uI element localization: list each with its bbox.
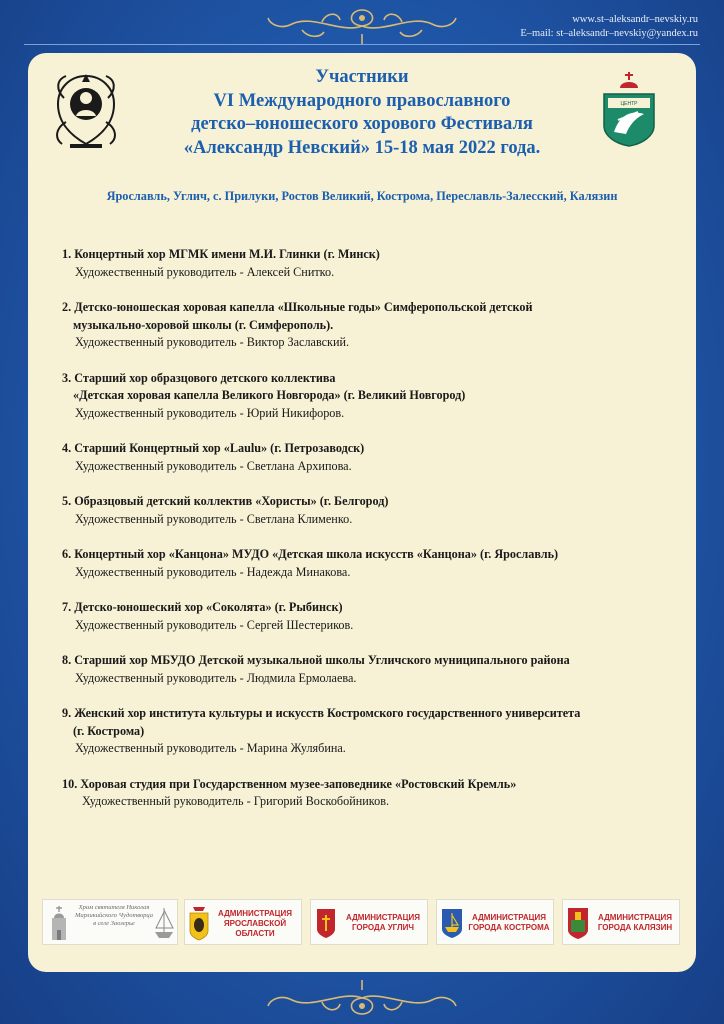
participant-name-continued: «Детская хоровая капелла Великого Новгорода» (г. Великий Новгород) — [73, 388, 466, 402]
participant-name-continued: музыкально-хоровой школы (г. Симферополь). — [73, 317, 334, 332]
title-line: «Александр Невский» 15-18 мая 2022 года. — [183, 137, 541, 158]
contacts — [520, 13, 698, 41]
participant-leader: Художественный руководитель - Марина Жулябина. — [75, 741, 346, 755]
participant-leader: Художественный руководитель - Алексей Снитко. — [75, 264, 335, 279]
bottom-ornament — [262, 976, 462, 1020]
participant-name: 7. Детско-юношеский хор «Соколята» (г. Рыбинск) — [62, 600, 343, 614]
participant-item — [62, 370, 686, 423]
participant-leader: Художественный руководитель - Юрий Никифоров. — [75, 405, 345, 420]
sponsor-church-label: Храм святителя Николая Мирликийского Чудотворца в селе Заозерье — [74, 904, 154, 927]
participant-leader: Художественный руководитель - Светлана Клименко. — [75, 511, 353, 526]
sponsor-line: АДМИНИСТРАЦИЯ — [346, 913, 420, 922]
sponsor-kostroma — [436, 899, 554, 945]
participant-item — [62, 599, 686, 634]
cultural-center-logo — [598, 70, 660, 148]
participant-leader: Художественный руководитель - Надежда Минакова. — [75, 564, 351, 579]
kalyazin-coat-of-arms-icon — [567, 906, 589, 940]
sponsor-church — [42, 899, 178, 945]
title-line: VI Международного православного — [213, 90, 511, 111]
participant-item — [62, 440, 686, 475]
participant-name: 4. Старший Концертный хор «Laulu» (г. Петрозаводск) — [62, 441, 365, 455]
participant-item — [62, 493, 686, 528]
yaroslavl-coat-of-arms-icon — [189, 905, 209, 941]
participant-leader: Художественный руководитель - Сергей Шестериков. — [75, 617, 354, 632]
site-link[interactable]: www.st–aleksandr–nevskiy.ru — [572, 14, 698, 25]
uglich-coat-of-arms-icon — [316, 907, 336, 939]
festival-emblem-logo — [52, 70, 120, 150]
ship-icon — [151, 904, 177, 942]
title-line: Участники — [315, 67, 409, 87]
participant-name: 8. Старший хор МБУДО Детской музыкальной школы Угличского муниципального района — [62, 653, 570, 667]
participant-item — [62, 776, 686, 811]
top-ornament — [262, 4, 462, 48]
participant-leader: Художественный руководитель - Григорий Воскобойников. — [82, 794, 389, 808]
participant-item — [62, 652, 686, 687]
participant-item — [62, 705, 686, 758]
participant-name: 1. Концертный хор МГМК имени М.И. Глинки (г. Минск) — [62, 247, 380, 261]
participants-list — [62, 246, 686, 829]
festival-cities: Ярославль, Углич, с. Прилуки, Ростов Великий, Кострома, Переславль-Залесский, Калязин — [106, 189, 618, 203]
sponsor-line: ГОРОДА КОСТРОМА — [468, 923, 550, 932]
sponsor-line: АДМИНИСТРАЦИЯ — [218, 909, 292, 918]
svg-text:ЦЕНТР: ЦЕНТР — [620, 101, 638, 107]
sponsor-line: ОБЛАСТИ — [235, 929, 275, 938]
header-rule — [24, 44, 700, 45]
sponsor-uglich — [310, 899, 428, 945]
participant-leader: Художественный руководитель - Людмила Ермолаева. — [75, 670, 357, 685]
participant-leader: Художественный руководитель - Светлана Архипова. — [75, 458, 352, 473]
sponsor-line: ГОРОДА КАЛЯЗИН — [597, 923, 673, 932]
page-title — [140, 66, 584, 160]
sponsor-line: АДМИНИСТРАЦИЯ — [472, 913, 546, 922]
sponsor-yaroslavl-region — [184, 899, 302, 945]
sponsor-yaroslavl-label — [211, 909, 299, 939]
sponsor-kalyazin — [562, 899, 680, 945]
sponsor-line: ГОРОДА УГЛИЧ — [352, 923, 414, 932]
sponsors-strip — [0, 899, 724, 945]
participant-name: 6. Концертный хор «Канцона» МУДО «Детская школа искусств «Канцона» (г. Ярославль) — [62, 547, 559, 561]
participant-item — [62, 299, 686, 352]
participant-item — [62, 246, 686, 281]
church-icon — [46, 904, 72, 942]
sponsor-kostroma-label — [465, 913, 553, 933]
participant-name: 5. Образцовый детский коллектив «Хористы» (г. Белгород) — [62, 494, 389, 508]
kostroma-coat-of-arms-icon — [441, 907, 463, 939]
email-link[interactable]: E–mail: st–aleksandr–nevskiy@yandex.ru — [520, 28, 698, 39]
participant-leader: Художественный руководитель - Виктор Заславский. — [75, 335, 350, 349]
participant-name-continued: (г. Кострома) — [73, 723, 145, 738]
participant-name: 2. Детско-юношеская хоровая капелла «Школьные годы» Симферопольской детской — [62, 300, 533, 314]
sponsor-uglich-label — [339, 913, 427, 933]
participant-item — [62, 546, 686, 581]
sponsor-line: ЯРОСЛАВСКОЙ — [223, 919, 287, 928]
sponsor-line: АДМИНИСТРАЦИЯ — [598, 913, 672, 922]
sponsor-kalyazin-label — [591, 913, 679, 933]
participant-name: 10. Хоровая студия при Государственном музее-заповеднике «Ростовский Кремль» — [62, 776, 517, 791]
title-line: детско–юношеского хорового Фестиваля — [191, 114, 533, 134]
participant-name: 3. Старший хор образцового детского коллектива — [62, 370, 336, 385]
participant-name: 9. Женский хор института культуры и искусств Костромского государственного университета — [62, 706, 581, 720]
